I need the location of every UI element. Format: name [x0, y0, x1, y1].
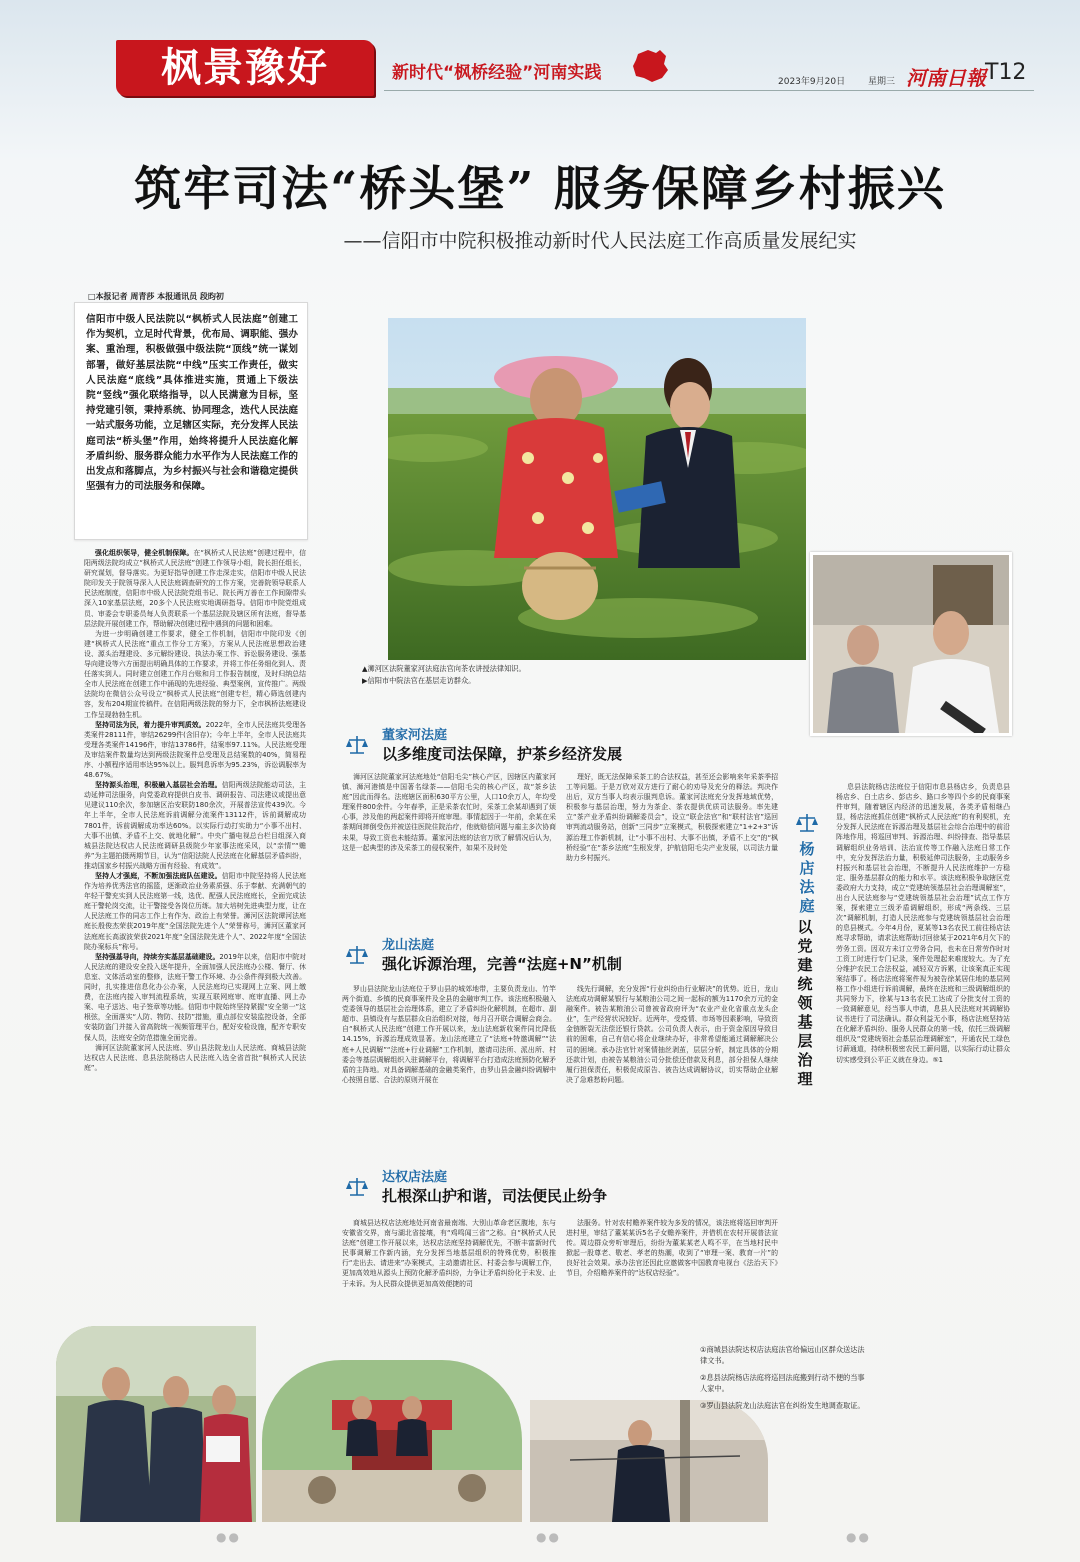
section-title-yangdian: 以党建统领基层治理: [797, 918, 813, 1088]
bottom-photo-3: [530, 1400, 768, 1522]
balance-scale-icon: [796, 812, 818, 834]
footer-dots-center: ●●: [536, 1530, 561, 1544]
caption-main-photo-1: ▲浉河区法院董家河法庭法官向茶农讲授法律知识。: [362, 664, 526, 673]
section-title-dongjiahe: 以多维度司法保障，护茶乡经济发展: [382, 745, 623, 763]
section-court-daquandian: 达权店法庭: [382, 1170, 448, 1185]
main-photo-tea-garden: [388, 318, 806, 660]
left-column: [84, 548, 306, 1396]
column-subtitle: 新时代“枫桥经验”河南实践: [392, 63, 602, 83]
balance-scale-icon: [346, 734, 368, 756]
section-title-longshan: 强化诉源治理，完善“法庭+N”机制: [382, 955, 622, 973]
caption-bottom-1: ①商城县法院达权店法庭法官给偏远山区群众送达法律文书。: [700, 1345, 865, 1365]
balance-scale-icon: [346, 1176, 368, 1198]
caption-main-photo-2: ▶信阳市中院法官在基层走访群众。: [362, 676, 476, 685]
byline: □本报记者 周青莎 本报通讯员 段昀初: [88, 292, 224, 301]
bottom-photo-1: [56, 1326, 256, 1522]
footer-dots-left: ●●: [216, 1530, 241, 1544]
caption-bottom-2: ②息县法院杨店法庭将巡回法庭搬到行动不便的当事人家中。: [700, 1373, 865, 1393]
bottom-photo-2: [262, 1360, 522, 1522]
henan-map-icon: [630, 48, 670, 84]
footer-dots-right: ●●: [846, 1530, 871, 1544]
section-court-dongjiahe: 董家河法庭: [382, 728, 448, 743]
balance-scale-icon: [346, 944, 368, 966]
left-para-3: 坚持司法为民，着力提升审判质效。2022年，全市人民法庭共受理各类案件28111件，审结26299件(含旧存)；今年上半年，全市人民法庭共受理各类案件14196件，审结13786件，结案率97.11%。人民法庭受理及审结案件数量均达到两级法院案件总受理及总结案数的40%，简易程序、小额程序适用率达95%以上。服判息诉率为95.23%，诉讼调服率为48.67%。: [84, 720, 306, 780]
newspaper-logo: 河南日報: [906, 66, 986, 90]
article-subhead: ——信阳市中院积极推动新时代人民法庭工作高质量发展纪实: [343, 230, 857, 252]
section-court-longshan: 龙山法庭: [382, 938, 435, 953]
issue-date: 2023年9月20日: [778, 77, 846, 87]
daquandian-col-2: 法服务。针对农村赡养案件较为多发的情况，该法庭将巡回审判开进村里，审结了董某某诉5名子女赡养案件，并借机在农村开展普法宣传。周边群众旁听审理后，纷纷为董某某老人鸣不平，在当地村民中掀起一股尊老、敬老、孝老的热潮，收到了“审理一案、教育一片”的良好社会效果。承办法官还因此应邀做客中国教育电视台《法治天下》节目，介绍赡养案件的“达权店经验”。: [566, 1219, 778, 1278]
caption-bottom-3: ③罗山县法院龙山法庭法官在纠纷发生地调查取证。: [700, 1401, 865, 1410]
section-court-yangdian: 杨店法庭: [799, 840, 815, 915]
longshan-col-1: 罗山县法院龙山法庭位于罗山县的城郊地带，主要负责龙山、竹竿两个街道、乡镇的民商事案件及全县的金融审判工作。该法庭积极融入党委领导的基层社会治理体系，建立了矛盾纠纷化解机制，在超市、副超市、县镇设有与基层群众自治组织对接，每月召开联合调解会商会。自“枫桥式人民法庭”创建工作开展以来，龙山法庭新收案件同比降低14.15%，诉源治理成效显著。龙山法庭建立了“法庭+特邀调解”“法庭+人民调解”“法庭+行业调解”工作机制，邀请司法所、派出所、村委会等基层调解组织入驻调解平台，将调解平台打造成法庭预防化解矛盾的主阵地。对具备调解基础的金融类案件，由罗山县金融纠纷调解中心按照自愿、合法的原则开展在: [342, 985, 556, 1084]
page-number: T12: [985, 60, 1027, 85]
left-para-6: 坚持强基导向，持续夯实基层基础建设。2019年以来，信阳市中院对人民法庭的建设安全投入逐年提升，全面加强人民法庭办公楼、餐厅、休息室、文体活动室的整修，法庭干警工作环境、办公条件得到极大改善。同时，扎实推进信息化办公办案，人民法庭均已实现网上立案、网上缴费，在法庭内接入审判流程系统，实现互联网庭审、庭审直播、网上办案、电子送达、电子签章等功能。信阳市中院始终坚持紧握“安全第一”这根弦，全面落实“人防、物防、技防”措施，重点部位安装监控设备，全部安装防盗门并接入省高院统一视频管理平台，配好安检设施，配齐专职安保人员，法庭安全防范措施全面完善。: [84, 952, 306, 1042]
daquandian-col-1: 商城县达权店法庭地处河南省最南端、大别山革命老区腹地，东与安徽省交界，南与湖北省接壤，有“鸡鸣闻三省”之称。自“枫桥式人民法庭”创建工作开展以来，达权店法庭坚持调解优先，不断丰富新时代民事调解工作新内涵，充分发挥当地基层组织的特殊优势，积极推行“走出去、请进来”办案模式，主动邀请社区、村委会参与调解工作，更加高效地从源头上预防化解矛盾纠纷，力争让矛盾纠纷化于未发、止于未诉。为人民群众提供更加高效便捷的司: [342, 1219, 556, 1288]
issue-weekday: 星期三: [868, 77, 896, 87]
article-headline: 筑牢司法“桥头堡” 服务保障乡村振兴: [134, 162, 946, 217]
dongjiahe-col-2: 理好，既无法保障采茶工的合法权益，甚至还会影响来年采茶季招工等问题。于是万欣对双方进行了耐心的劝导及充分的释法。判决作出后，双方当事人均表示服判息诉。董家河法庭充分发挥地域优势，积极参与基层治理，努力为茶企、茶农提供优质司法服务。率先建立“茶产业矛盾纠纷调解委员会”，设立“联企法官”和“联村法官”巡回审判流动服务站，创新“三同步”立案模式，积极探索建立“1+2+3”诉源治理工作新机制，让“小事不出村、大事不出镇，矛盾不上交”的“枫桥经验”在“茶乡法庭”生根发芽，护航信阳毛尖产业发展，以司法力量助力乡村振兴。: [566, 773, 778, 862]
left-para-2: 为进一步明确创建工作要求，健全工作机制，信阳市中院印发《创建“枫桥式人民法庭”重点工作分工方案》，方案从人民法庭思想政治建设、源头治理建设、多元解纷建设、执法办案工作、诉讼服务建设、强基导向建设等六方面提出明确具体的工作要求，并将工作任务细化到人、责任落实到人。同时建立创建工作月台账和月工作报告制度，及时归纳总结全市人民法庭在创建工作中涌现的先进经验、典型案例，宣传推广。两级法院均在微信公众号设立“枫桥式人民法庭”创建专栏，精心筛选创建内容，发布204期宣传稿件。在信阳两级法院的努力下，全市枫桥法庭建设工作呈现勃勃生机。: [84, 629, 306, 719]
dongjiahe-col-1: 浉河区法院董家河法庭地处“信阳毛尖”核心产区，因辖区内董家河镇、浉河港镇是中国著名绿茶——信阳毛尖的核心产区，故“茶乡法庭”因此而得名。法庭辖区面积630平方公里，人口10余万人，年均受理案件800余件。今年春季，正是采茶农忙时，采茶工余某却遇到了烦心事，涉及他的两起案件即将开庭审理。事情起因于一年前，余某在采茶期间摔倒受伤并被送往医院住院治疗，他就赔偿问题与雇主多次协商未果，导致工资也未能结算。董家河法庭的法官万欣了解情况后认为，这是一起典型的涉及采茶工的侵权案件，如果不及时处: [342, 773, 556, 852]
left-para-4: 坚持源头治理，积极融入基层社会治理。信阳两级法院能动司法，主动延伸司法服务，向党委政府提供白皮书、调研报告、司法建议或提出意见建议110余次，参加辖区治安联防180余次，开展普法宣传439次。今年上半年，全市人民法庭诉前调解分流案件13112件，诉前调解成功7801件，诉前调解成功率达60%。以实际行动打实助力“小事不出村、大事不出镇、矛盾不上交、就地化解”。中央广播电视总台栏目组深入商城县法院达权店人民法庭调研县级院少年家事法庭采风，以“亲情”“赡养”为主题拍摄两期节目，认为“信阳法院人民法庭在化解基层矛盾纠纷，推动国家乡村振兴战略方面有经验、有成效”。: [84, 781, 306, 870]
yangdian-col: 息县法院杨店法庭位于信阳市息县杨店乡，负责息县杨店乡、白土店乡、彭店乡、路口乡等四个乡的民商事案件审判，随着辖区内经济的迅速发展，各类矛盾相继凸显，杨店法庭抓住创建“枫桥式人民法庭”的有利契机，充分发挥人民法庭在诉源治理及基层社会综合治理中的前沿阵地作用，将巡回审判、诉源治理、纠纷排查、指导基层调解组织业务培训、法治宣传等工作融入法庭日常工作中，充分发挥法治力量，积极延伸司法服务，主动服务乡村振兴和基层社会治理，不断提升人民法庭维护一方稳定、服务基层群众的能力和水平。该法庭积极争取辖区党委政府大力支持，成立“党建统领基层社会治理调解室”，出台人民法庭参与“党建统领基层社会治理”试点工作方案，探索建立三级矛盾调解组织，形成“两条线、三层次”调解机制，打造人民法庭参与党建统领基层社会治理的息县模式。今年4月份，夏某等13名农民工前往杨店法庭寻求帮助，请求法庭帮助讨回徐某于2021年6月欠下的劳务工资。因双方未订立劳务合同，也未在日常劳作时对工资工时进行专门记录，案件处理起来难度较大。为了充分维护农民工合法权益，减轻双方诉累，让该案真正实现案结事了。杨店法庭将案件视为被告徐某居住地的基层网格工作小组进行诉前调解，最终在法庭和三级调解组织的共同努力下，徐某与13名农民工达成了分批支付工资的一致调解意见，经当事人申请，息县人民法庭对其调解协议书进行了司法确认。群众利益无小事，杨店法庭坚持站在化解矛盾纠纷、服务人民群众的第一线，依托三级调解组织及“党建统领社会基层治理调解室”，开通农民工绿色讨薪通道，持续积极密农民工薪问题，以实际行动让群众切实感受到公平正义就在身边。⑤1: [836, 783, 1010, 1064]
left-para-1: 强化组织领导，健全机制保障。在“枫桥式人民法庭”创建过程中，信阳两级法院均成立“枫桥式人民法庭”创建工作领导小组，院长担任组长，研究谋划，督导落实。为更好指导创建工作走深走实，信阳市中级人民法院印发关于院领导深入人民法庭调查研究的工作方案，完善院领导联系人民法庭制度，信阳市中级人民法院党组书记、院长两万善在工作间隙带头深入10家基层法庭，20多个人民法庭实地调研指导。信阳市中院党组成员、审委会专职委员每人负责联系一个基层法院及辖区所有法庭，督导基层法院开展创建工作，帮助解决创建过程中遇到的问题和困难。: [84, 549, 306, 628]
section-title-daquandian: 扎根深山护和谐，司法便民止纷争: [382, 1187, 608, 1205]
column-tag: 枫景豫好: [116, 40, 374, 96]
left-para-7: 浉河区法院董家河人民法庭、罗山县法院龙山人民法庭、商城县法院达权店人民法庭、息县法院杨店人民法庭入选全省首批“枫桥式人民法庭”。: [84, 1043, 306, 1072]
longshan-col-2: 线先行调解，充分发挥“行业纠纷由行业解决”的优势。近日，龙山法庭成功调解某银行与某粮油公司之间一起标的额为1170余万元的金融案件。被告某粮油公司曾被省政府评为“农业产业化省重点龙头企业”，生产经营状况较好。近两年，受疫情、市场等因素影响，导致资金链断裂无法偿还银行贷款。公司负责人表示，由于资金原因导致目前的困难，自己有信心将企业继续办好，非常希望能通过调解解决公司的困境。承办法官针对案情抽丝剥茧，层层分析，制定具体的分期还款计划，由被告某粮油公司分批偿还借款及利息，部分担保人继续履行担保责任，积极促成原告、被告达成调解协议，切实帮助企业解决了急难愁盼问题。: [566, 985, 778, 1084]
lead-paragraph: 信阳市中级人民法院以“枫桥式人民法庭”创建工作为契机，立足时代背景，优布局、调职能、强办案、重治理，积极做强中级法院“顶线”统一谋划部署，做好基层法院“中线”压实工作责任，做实人民法庭“底线”具体推进实施，贯通上下级法院“竖线”强化联络指导，以人民满意为目标，坚持党建引领，秉持系统、协同理念，迭代人民法庭一站式服务功能，立足辖区实际，充分发挥人民法庭司法“桥头堡”作用，始终将提升人民法庭化解矛盾纠纷、服务群众能力水平作为人民法庭工作的出发点和落脚点，为乡村振兴与社会和谐稳定提供坚强有力的司法服务和保障。: [86, 314, 298, 493]
left-para-5: 坚持人才强庭，不断加强法庭队伍建设。信阳市中院坚持将人民法庭作为培养优秀法官的摇篮，逐渐政治业务素质强、乐于奉献、充满朝气的年轻干警充实到人民法庭第一线，选优、配强人民法庭庭长，全面完成法庭干警轮岗交流，让干警接受各岗位历练。加大培树先进典型力度，让在人民法庭工作的同志工作上有作为、政治上有荣誉。浉河区法院谭河法庭庭长殷俊杰荣获2019年度“全国法院先进个人”荣誉称号，浉河区董家河法庭庭长高淑波荣获2021年度“全国法院先进个人”、2022年度“全国法院办案标兵”称号。: [84, 872, 306, 951]
inset-photo-visit: [810, 552, 1012, 736]
